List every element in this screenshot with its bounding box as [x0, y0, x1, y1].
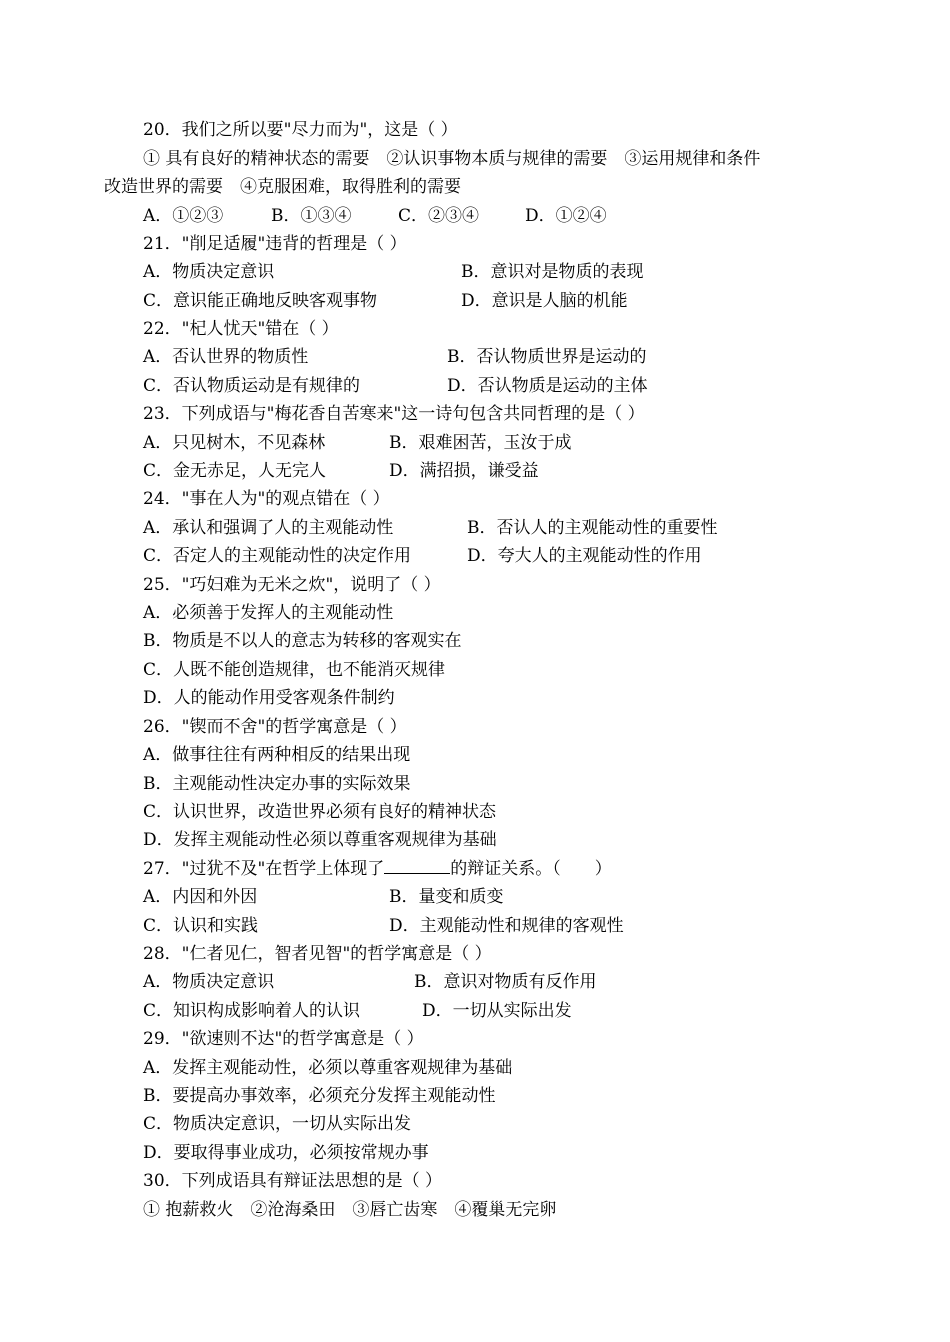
question-20-option-c: C．②③④ [398, 206, 480, 226]
question-22-stem: 22．"杞人忧天"错在（ ） [143, 319, 339, 339]
question-23-option-b: B．艰难困苦，玉汝于成 [389, 433, 572, 453]
question-28-option-c: C．知识构成影响着人的认识 [143, 1001, 361, 1021]
question-24-option-a: A．承认和强调了人的主观能动性 [143, 518, 394, 538]
question-26-stem: 26．"锲而不舍"的哲学寓意是（ ） [143, 717, 407, 737]
question-27-option-c: C．认识和实践 [143, 916, 259, 936]
question-29-option-a: A．发挥主观能动性，必须以尊重客观规律为基础 [143, 1058, 513, 1078]
question-26-option-b: B．主观能动性决定办事的实际效果 [143, 774, 411, 794]
question-29-option-c: C．物质决定意识，一切从实际出发 [143, 1114, 412, 1134]
question-21-option-a: A．物质决定意识 [143, 262, 275, 282]
question-26-option-a: A．做事往往有两种相反的结果出现 [143, 745, 411, 765]
question-25-option-a: A．必须善于发挥人的主观能动性 [143, 603, 394, 623]
question-30-stem: 30．下列成语具有辩证法思想的是（ ） [143, 1171, 443, 1191]
question-24-stem: 24．"事在人为"的观点错在（ ） [143, 489, 390, 509]
question-23-option-d: D．满招损，谦受益 [389, 461, 539, 481]
question-28-stem: 28．"仁者见仁，智者见智"的哲学寓意是（ ） [143, 944, 492, 964]
question-25-option-d: D．人的能动作用受客观条件制约 [143, 688, 395, 708]
question-21-stem: 21．"削足适履"违背的哲理是（ ） [143, 234, 407, 254]
question-21-option-d: D．意识是人脑的机能 [461, 291, 628, 311]
question-27-option-b: B．量变和质变 [389, 887, 504, 907]
question-20-option-a: A．①②③ [143, 206, 224, 226]
question-20-option-d: D．①②④ [525, 206, 607, 226]
question-23-option-c: C．金无赤足，人无完人 [143, 461, 327, 481]
question-26-option-c: C．认识世界，改造世界必须有良好的精神状态 [143, 802, 497, 822]
question-24-option-c: C．否定人的主观能动性的决定作用 [143, 546, 412, 566]
question-28-option-b: B．意识对物质有反作用 [414, 972, 597, 992]
question-22-option-b: B．否认物质世界是运动的 [447, 347, 647, 367]
question-22-option-c: C．否认物质运动是有规律的 [143, 376, 361, 396]
question-22-option-d: D．否认物质是运动的主体 [447, 376, 648, 396]
question-29-option-b: B．要提高办事效率，必须充分发挥主观能动性 [143, 1086, 496, 1106]
question-24-option-b: B．否认人的主观能动性的重要性 [467, 518, 718, 538]
question-30-items: ① 抱薪救火 ②沧海桑田 ③唇亡齿寒 ④覆巢无完卵 [143, 1200, 557, 1220]
question-20-items-line1: ① 具有良好的精神状态的需要 ②认识事物本质与规律的需要 ③运用规律和条件 [143, 149, 761, 169]
question-28-option-a: A．物质决定意识 [143, 972, 275, 992]
question-27-option-d: D．主观能动性和规律的客观性 [389, 916, 624, 936]
answer-blank [384, 857, 450, 874]
question-29-stem: 29．"欲速则不达"的哲学寓意是（ ） [143, 1029, 424, 1049]
question-27-stem-after: 的辩证关系。（ ） [450, 859, 612, 879]
question-20-option-b: B．①③④ [271, 206, 352, 226]
question-25-option-b: B．物质是不以人的意志为转移的客观实在 [143, 631, 462, 651]
question-29-option-d: D．要取得事业成功，必须按常规办事 [143, 1143, 429, 1163]
question-27-stem-before: 27．"过犹不及"在哲学上体现了 [143, 859, 385, 879]
question-21-option-b: B．意识对是物质的表现 [461, 262, 644, 282]
question-23-option-a: A．只见树木，不见森林 [143, 433, 326, 453]
question-22-option-a: A．否认世界的物质性 [143, 347, 309, 367]
question-25-option-c: C．人既不能创造规律，也不能消灭规律 [143, 660, 446, 680]
question-24-option-d: D．夸大人的主观能动性的作用 [467, 546, 702, 566]
question-21-option-c: C．意识能正确地反映客观事物 [143, 291, 378, 311]
question-26-option-d: D．发挥主观能动性必须以尊重客观规律为基础 [143, 830, 497, 850]
question-20-stem: 20．我们之所以要"尽力而为"，这是（ ） [143, 120, 458, 140]
question-23-stem: 23．下列成语与"梅花香自苦寒来"这一诗句包含共同哲理的是（ ） [143, 404, 645, 424]
question-27-option-a: A．内因和外因 [143, 887, 258, 907]
question-25-stem: 25．"巧妇难为无米之炊"，说明了（ ） [143, 575, 441, 595]
question-28-option-d: D．一切从实际出发 [422, 1001, 572, 1021]
question-20-items-line2: 改造世界的需要 ④克服困难，取得胜利的需要 [104, 177, 461, 197]
question-27-stem [143, 857, 612, 881]
